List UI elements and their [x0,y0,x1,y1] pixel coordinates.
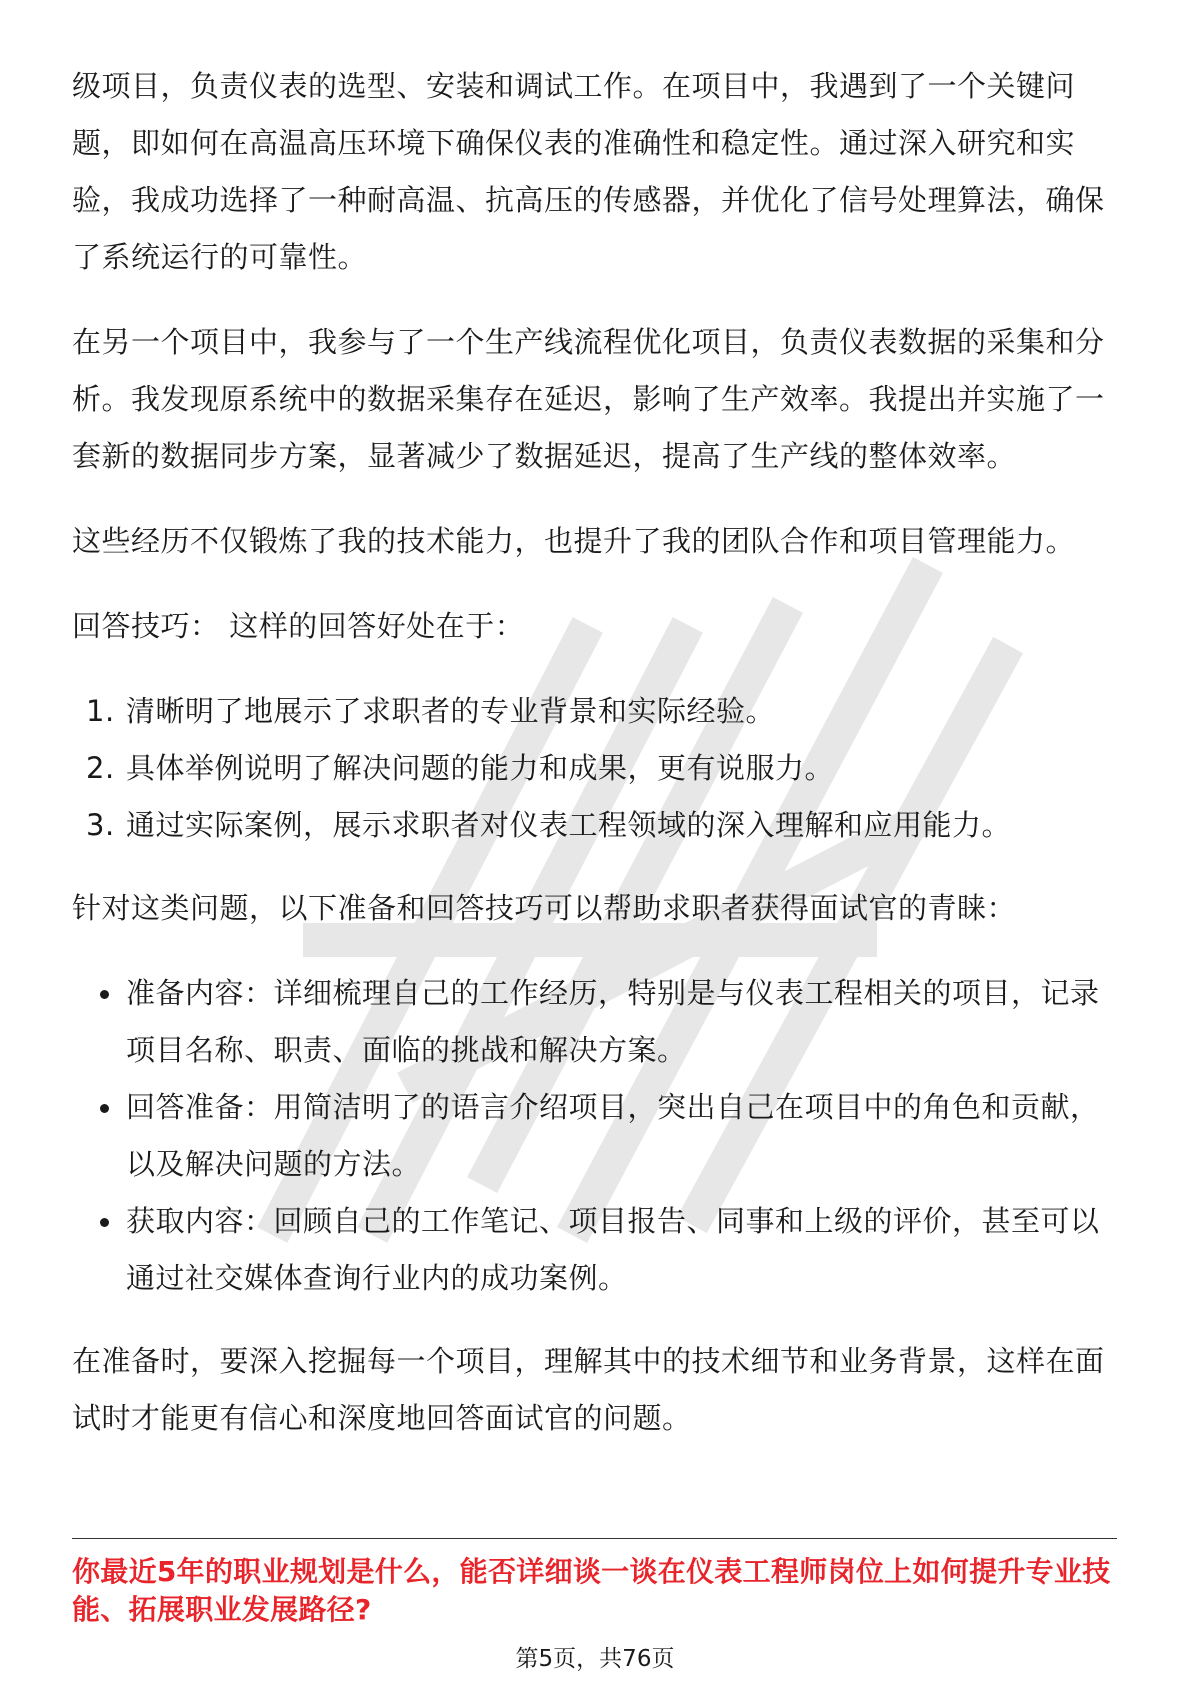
paragraph-closing: 在准备时，要深入挖掘每一个项目，理解其中的技术细节和业务背景，这样在面试时才能更有信心和深度地回答面试官的问题。 [72,1344,1105,1435]
list-item [72,740,1117,797]
paragraph-tips-intro: 针对这类问题，以下准备和回答技巧可以帮助求职者获得面试官的青睐： [72,891,1017,925]
answer-benefits-list [72,683,1117,854]
list-item [72,683,1117,740]
list-item-text: 回答准备：用简洁明了的语言介绍项目，突出自己在项目中的角色和贡献，以及解决问题的方法。 [126,1090,1100,1181]
next-question-heading: 你最近5年的职业规划是什么，能否详细谈一谈在仪表工程师岗位上如何提升专业技能、拓展职业发展路径? [72,1555,1111,1626]
list-item-text: 具体举例说明了解决问题的能力和成果，更有说服力。 [126,751,835,785]
list-item [72,797,1117,854]
bullet-icon [100,1104,109,1113]
page-number-footer: 第5页，共76页 [515,1646,675,1672]
list-item-text: 准备内容：详细梳理自己的工作经历，特别是与仪表工程相关的项目，记录项目名称、职责、面临的挑战和解决方案。 [126,976,1100,1067]
list-item-text: 通过实际案例，展示求职者对仪表工程领域的深入理解和应用能力。 [126,808,1012,842]
paragraph-second-project: 在另一个项目中，我参与了一个生产线流程优化项目，负责仪表数据的采集和分析。我发现原系统中的数据采集存在延迟，影响了生产效率。我提出并实施了一套新的数据同步方案，显著减少了数据延迟，提高了生产线的整体效率。 [72,325,1105,473]
section-divider [72,1538,1117,1539]
paragraph-project-experience: 级项目，负责仪表的选型、安装和调试工作。在项目中，我遇到了一个关键问题，即如何在高温高压环境下确保仪表的准确性和稳定性。通过深入研究和实验，我成功选择了一种耐高温、抗高压的传感器，并优化了信号处理算法，确保了系统运行的可靠性。 [72,69,1105,274]
list-item-text: 清晰明了地展示了求职者的专业背景和实际经验。 [126,694,776,728]
bullet-icon [100,1218,109,1227]
bullet-icon [100,990,109,999]
list-item [72,965,1117,1079]
list-number: 3. [86,808,115,842]
list-number: 1. [86,694,115,728]
list-item [72,1079,1117,1193]
list-item [72,1193,1117,1307]
document-body [72,58,1117,1475]
preparation-tips-list [72,965,1117,1307]
list-number: 2. [86,751,115,785]
paragraph-experience-summary: 这些经历不仅锻炼了我的技术能力，也提升了我的团队合作和项目管理能力。 [72,524,1076,558]
list-item-text: 获取内容：回顾自己的工作笔记、项目报告、同事和上级的评价，甚至可以通过社交媒体查询行业内的成功案例。 [126,1204,1100,1295]
paragraph-answer-tips-heading: 回答技巧： 这样的回答好处在于： [72,609,525,643]
